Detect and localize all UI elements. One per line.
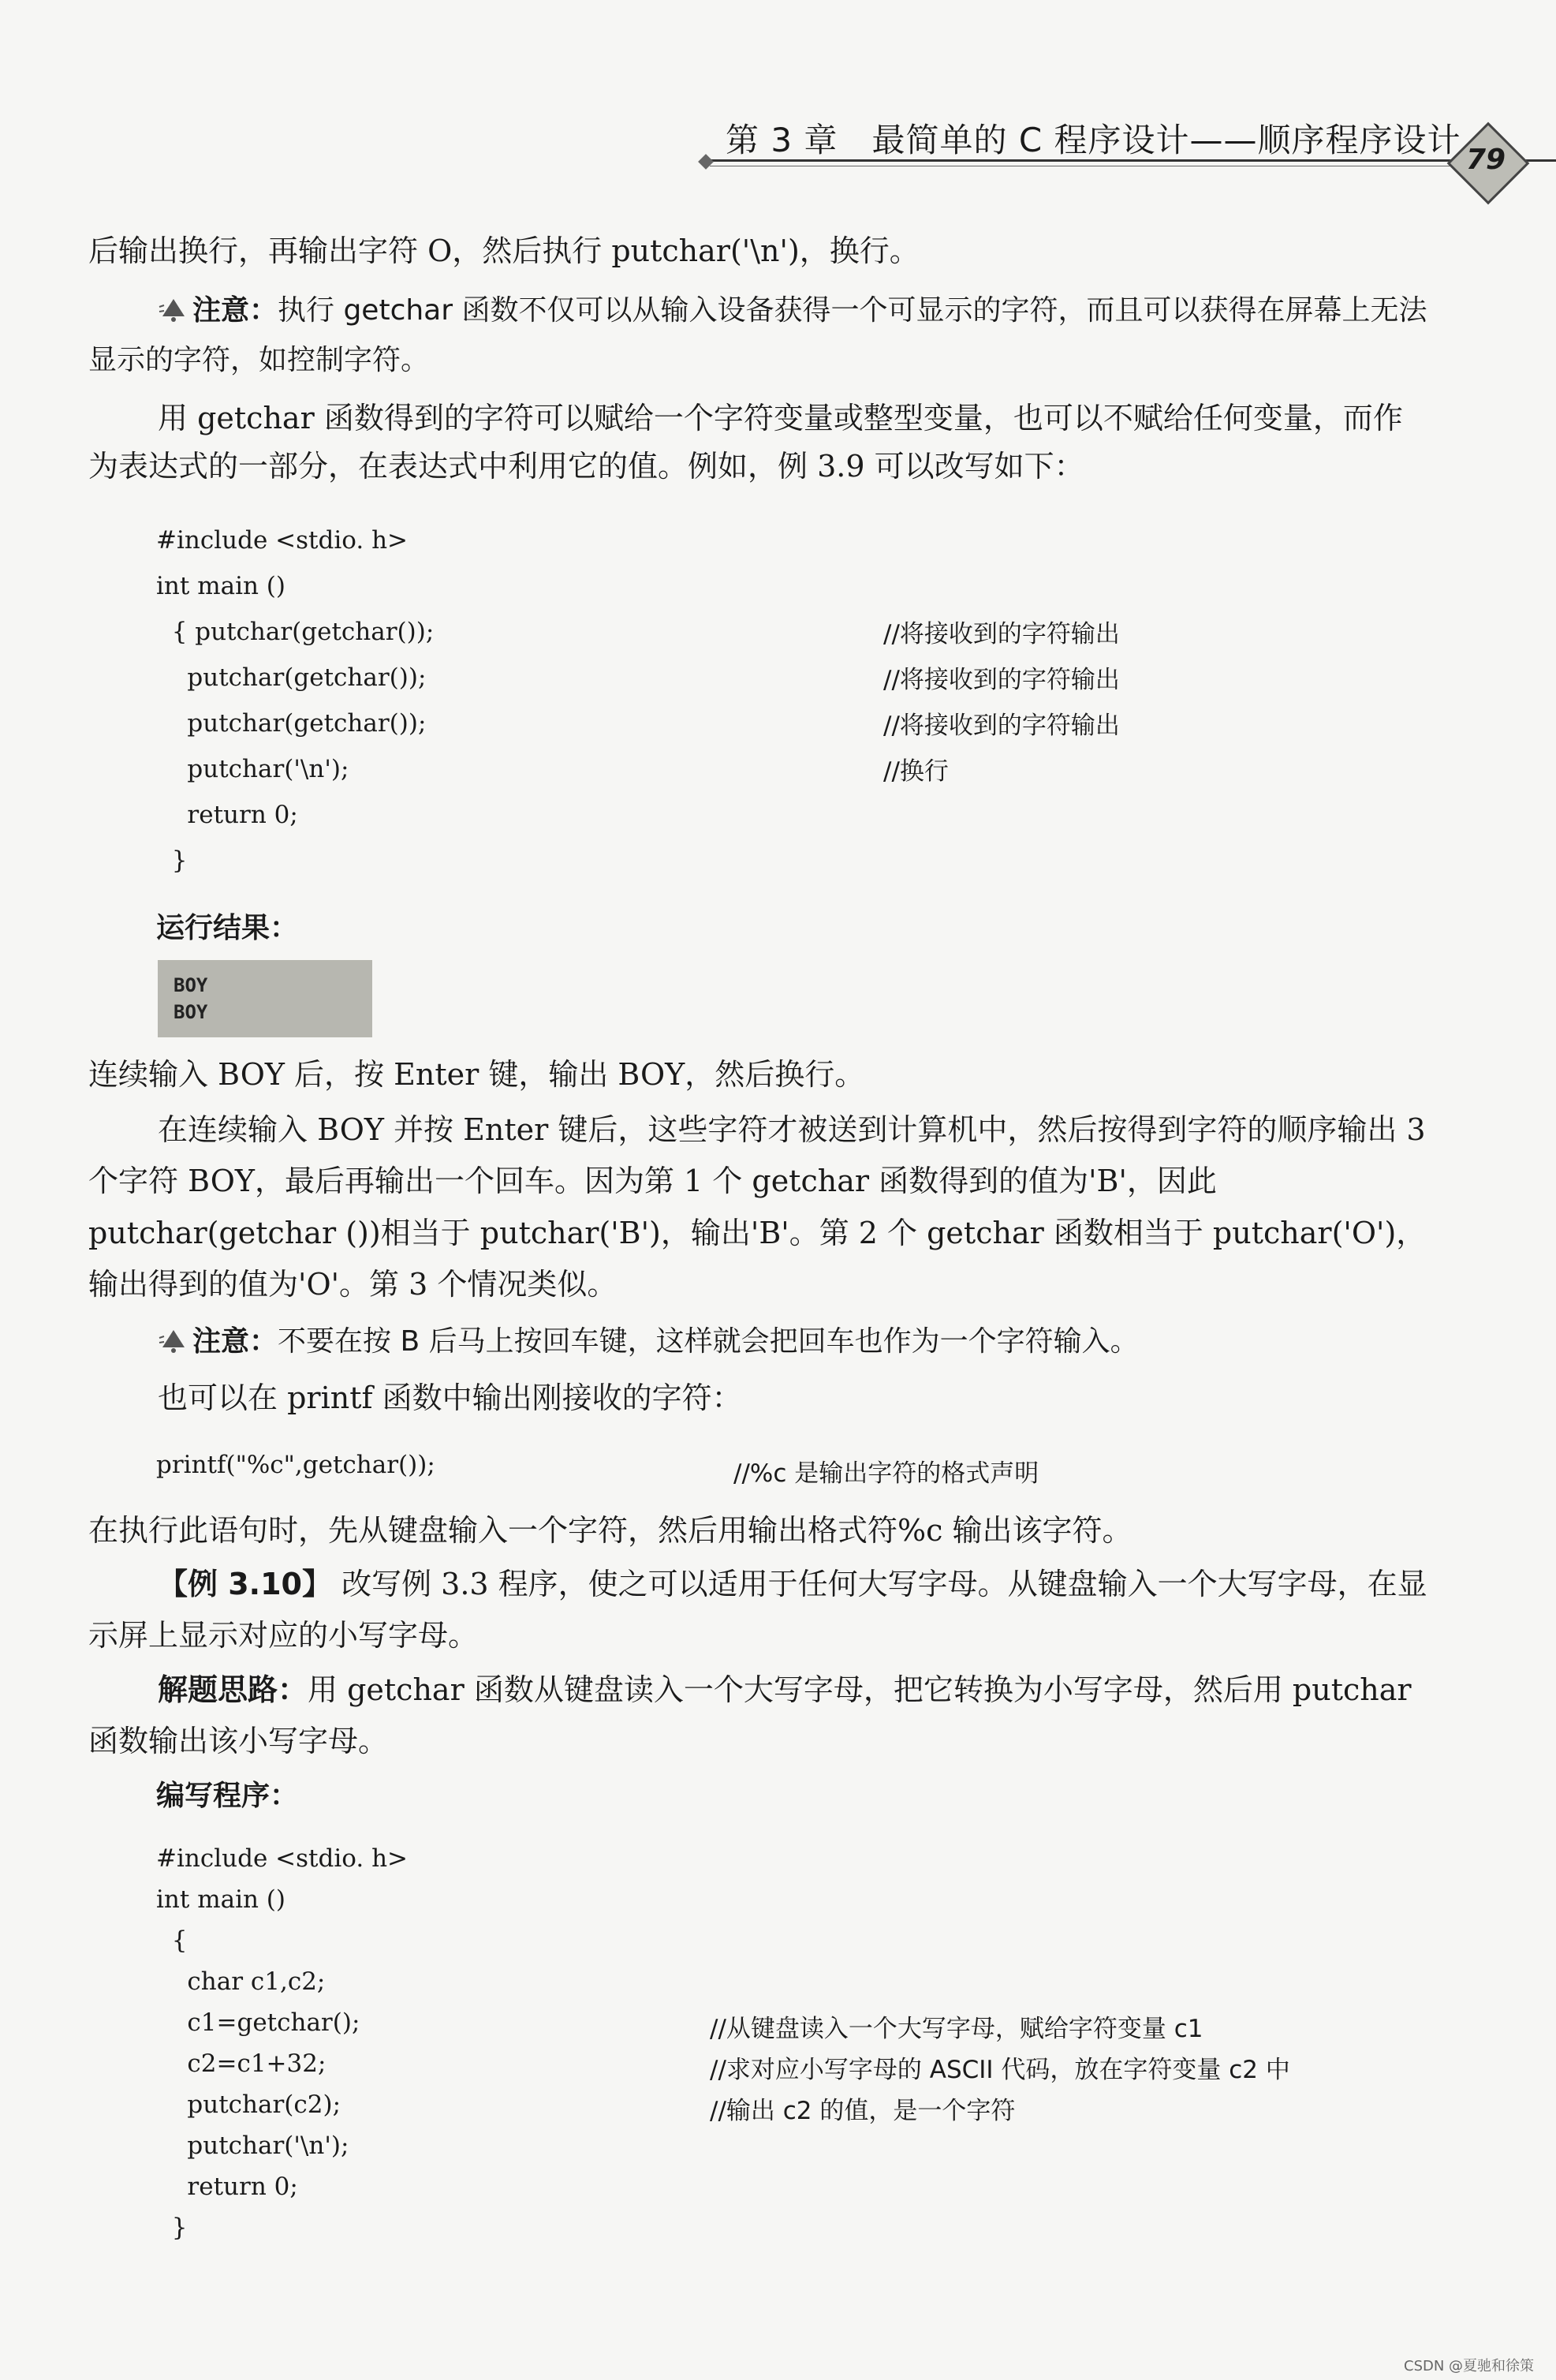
page-number-badge bbox=[1451, 126, 1521, 196]
code-line: c1=getchar(); bbox=[156, 2008, 360, 2037]
paragraph: 后输出换行，再输出字符 O，然后执行 putchar('\n')，换行。 bbox=[88, 234, 920, 268]
code-line: putchar(getchar()); bbox=[156, 709, 427, 738]
example-text: 改写例 3.3 程序，使之可以适用于任何大写字母。从键盘输入一个大写字母，在显示屏上显示对应的小写字母。 bbox=[88, 1567, 1427, 1653]
code-comment: //输出 c2 的值，是一个字符 bbox=[710, 2097, 1016, 2125]
idea-text: 用 getchar 函数从键盘读入一个大写字母，把它转换为小写字母，然后用 putchar 函数输出该小写字母。 bbox=[88, 1672, 1412, 1759]
code-line: #include <stdio. h> bbox=[156, 1844, 409, 1873]
code-comment: //将接收到的字符输出 bbox=[883, 712, 1120, 740]
code-line: char c1,c2; bbox=[156, 1967, 326, 1996]
note-text: 不要在按 B 后马上按回车键，这样就会把回车也作为一个字符输入。 bbox=[278, 1325, 1139, 1358]
note-label: 注意： bbox=[192, 1325, 278, 1358]
page-number: 79 bbox=[1465, 144, 1506, 176]
code-line: } bbox=[156, 846, 188, 875]
example-label: 【例 3.10】 bbox=[158, 1567, 332, 1601]
paragraph: 在执行此语句时，先从键盘输入一个字符，然后用输出格式符%c 输出该字符。 bbox=[88, 1513, 1132, 1548]
code-line: int main () bbox=[156, 1885, 285, 1914]
console-output bbox=[158, 960, 372, 1037]
code-line: return 0; bbox=[156, 2173, 298, 2201]
idea-label: 解题思路： bbox=[158, 1672, 308, 1707]
code-line: putchar(getchar()); bbox=[156, 663, 427, 692]
paragraph: 在连续输入 BOY 并按 Enter 键后，这些字符才被送到计算机中，然后按得到字符的顺序输出 3 个字符 BOY，最后再输出一个回车。因为第 1 个 getchar 函数得到的值为'B'，因此 putchar(getchar ())相当于 putchar('B')，输出'B'。第 2 个 getchar 函数相当于 putchar('O')，输出得到的值为'O'。第 3 个情况类似。 bbox=[88, 1112, 1427, 1302]
run-result-label: 运行结果： bbox=[156, 912, 299, 944]
code-comment: //将接收到的字符输出 bbox=[883, 666, 1120, 694]
paragraph: 用 getchar 函数得到的字符可以赋给一个字符变量或整型变量，也可以不赋给任何变量，而作为表达式的一部分，在表达式中利用它的值。例如，例 3.9 可以改写如下： bbox=[88, 401, 1403, 484]
code-line: c2=c1+32; bbox=[156, 2049, 326, 2078]
code-comment: //从键盘读入一个大写字母，赋给字符变量 c1 bbox=[710, 2015, 1203, 2043]
paragraph: 也可以在 printf 函数中输出刚接收的字符： bbox=[158, 1381, 742, 1415]
bell-note-icon bbox=[158, 296, 189, 323]
code-line: putchar(c2); bbox=[156, 2090, 341, 2119]
code-block bbox=[156, 517, 434, 884]
code-line: printf("%c",getchar()); bbox=[156, 1451, 435, 1479]
idea-paragraph bbox=[88, 1665, 1429, 1768]
note-block bbox=[88, 1319, 1429, 1365]
chapter-header: 第 3 章 最简单的 C 程序设计——顺序程序设计 bbox=[726, 121, 1461, 159]
header-diamond-icon bbox=[698, 154, 714, 170]
bell-note-icon bbox=[158, 1327, 189, 1354]
code-line: int main () bbox=[156, 572, 285, 600]
code-comment: //求对应小写字母的 ASCII 代码，放在字符变量 c2 中 bbox=[710, 2056, 1290, 2084]
write-program-label: 编写程序： bbox=[156, 1780, 299, 1812]
code-line: return 0; bbox=[156, 801, 298, 829]
console-line: BOY bbox=[174, 1001, 208, 1023]
note-text: 执行 getchar 函数不仅可以从输入设备获得一个可显示的字符，而且可以获得在屏幕上无法显示的字符，如控制字符。 bbox=[88, 294, 1427, 376]
watermark: CSDN @夏驰和徐策 bbox=[1404, 2358, 1535, 2374]
code-line: { bbox=[156, 1926, 188, 1955]
paragraph: 连续输入 BOY 后，按 Enter 键，输出 BOY，然后换行。 bbox=[88, 1057, 865, 1092]
code-line: #include <stdio. h> bbox=[156, 526, 409, 555]
header-rule bbox=[710, 159, 1451, 162]
note-block bbox=[88, 286, 1429, 385]
code-comment: //将接收到的字符输出 bbox=[883, 620, 1120, 648]
code-line: { putchar(getchar()); bbox=[156, 618, 435, 646]
code-comment: //换行 bbox=[883, 757, 949, 786]
example-paragraph bbox=[88, 1559, 1429, 1662]
note-label: 注意： bbox=[192, 294, 278, 327]
code-line: putchar('\n'); bbox=[156, 755, 349, 783]
code-comment: //%c 是输出字符的格式声明 bbox=[733, 1459, 1039, 1488]
code-block bbox=[156, 1838, 408, 2248]
console-line: BOY bbox=[174, 974, 208, 996]
code-line: putchar('\n'); bbox=[156, 2132, 349, 2160]
code-line: } bbox=[156, 2214, 188, 2242]
